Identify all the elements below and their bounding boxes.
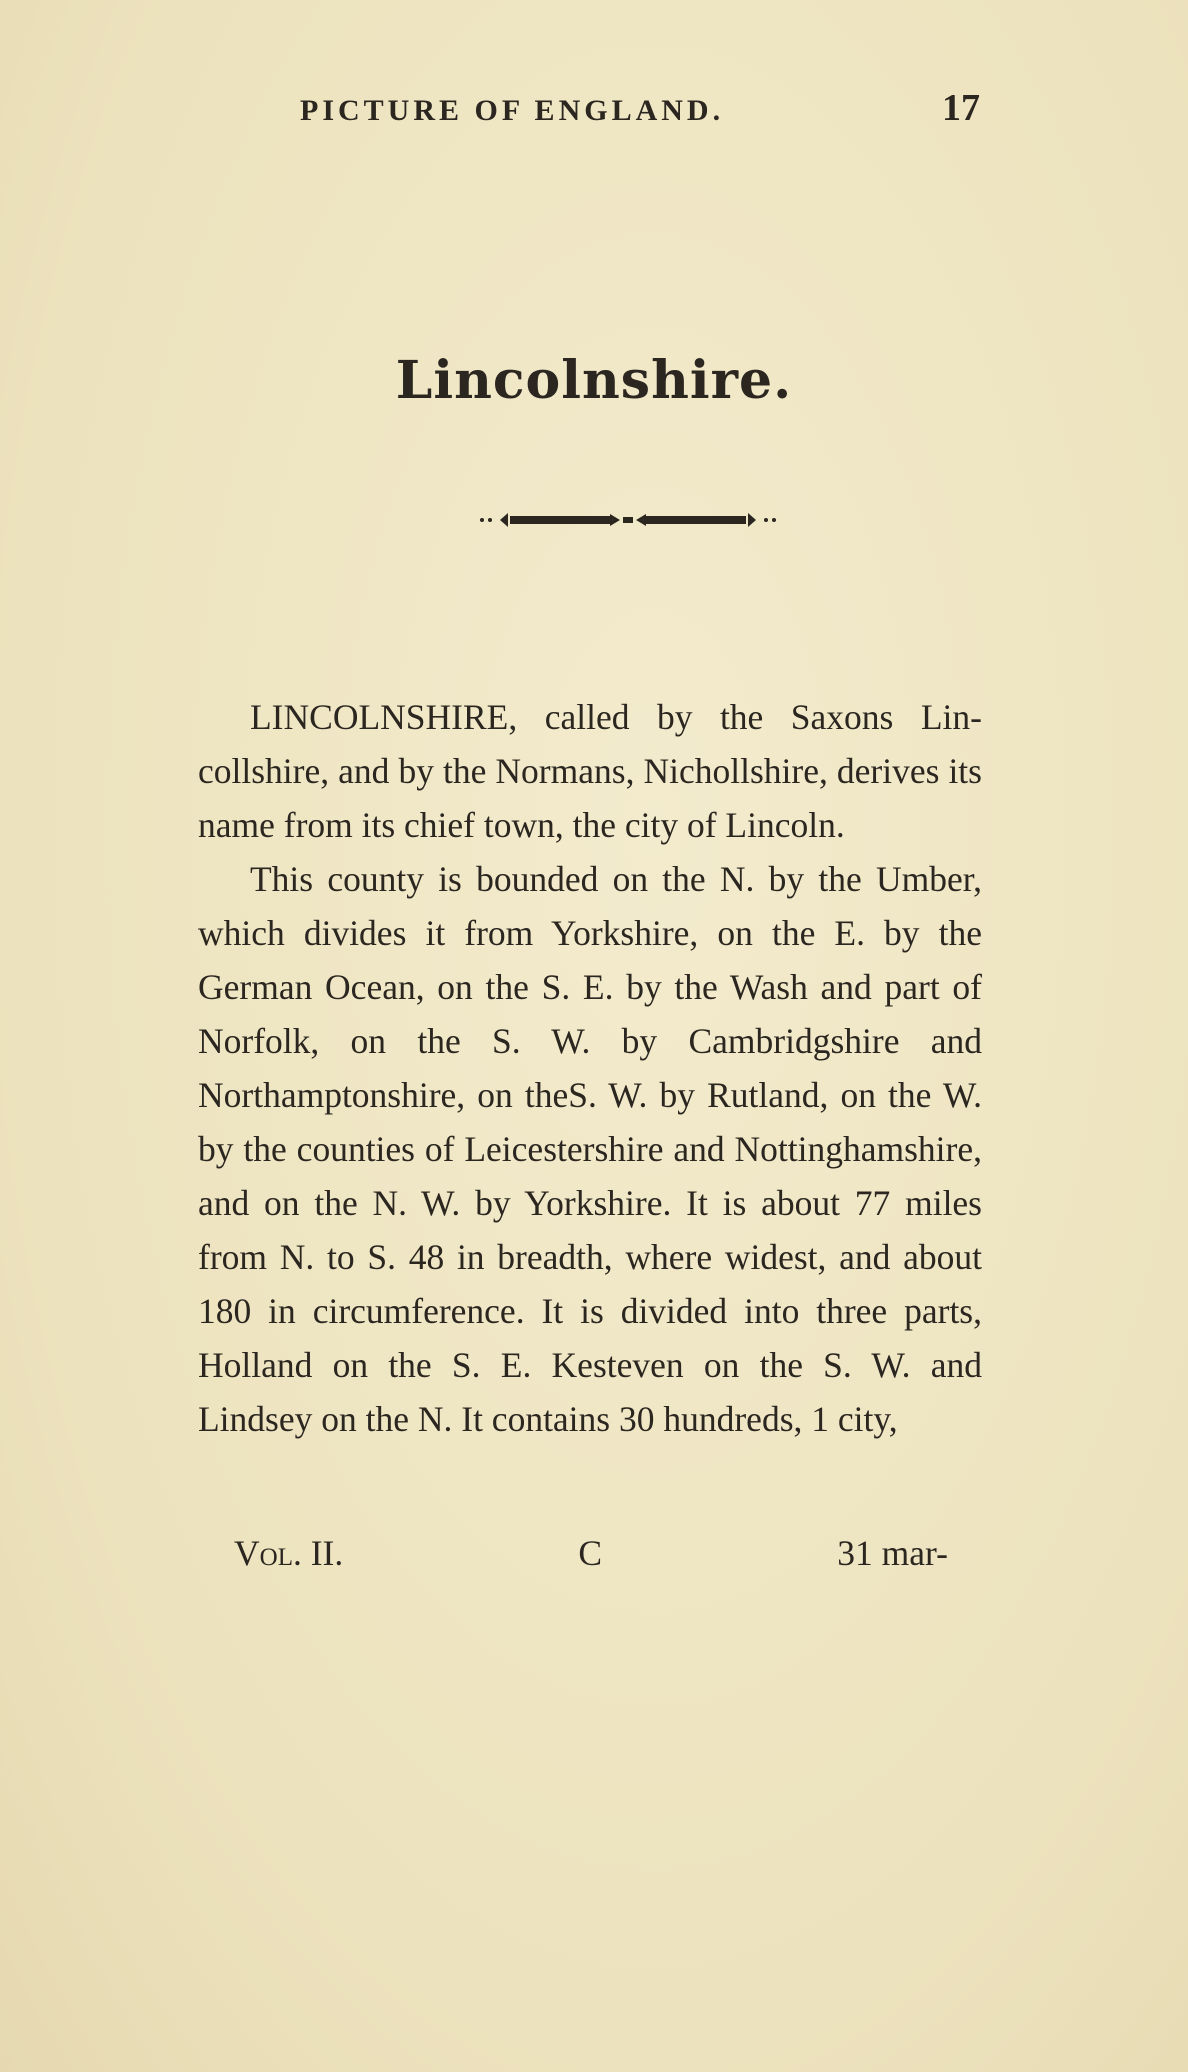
paragraph-2: This county is bounded on the N. by the Umber, which divides it from Yorkshire, on the E. by the German Ocean, on the S. E. by the Wash and part of Norfolk, on the S. W. by Cambridgshire and Northamptonshire, on theS. W. by Rutland, on the W. by the counties of Leicestershire and Nottinghamshire, and on the N. W. by Yorkshire. It is about 77 miles from N. to S. 48 in breadth, where widest, and about 180 in circumference. It is divided into three parts, Holland on the S. E. Kesteven on the S. W. and Lindsey on the N. It contains 30 hundreds, 1 city, [198,859,982,1439]
ornamental-rule-icon [478,508,778,532]
paragraph-1: LINCOLNSHIRE, called by the Saxons Lincollshire, and by the Normans, Nichollshire, derives its name from its chief town, the city of Lincoln. [198,697,982,845]
body-text [198,690,982,1446]
signature-mark: C [578,1533,603,1573]
running-head [300,86,980,130]
running-title: PICTURE OF ENGLAND. [300,94,725,127]
page-number: 17 [942,87,980,129]
catchword: 31 mar- [837,1533,948,1573]
section-title: Lincolnshire. [395,350,793,411]
volume-label: Vol. II. [234,1533,344,1573]
footer-line [234,1532,948,1574]
